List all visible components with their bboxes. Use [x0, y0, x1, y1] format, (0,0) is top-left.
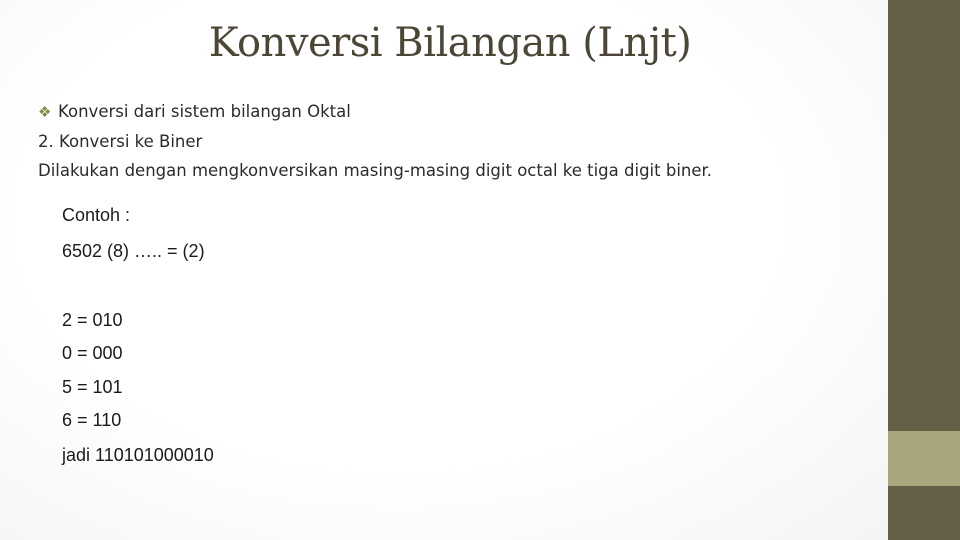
bullet-line: [38, 97, 878, 127]
slide-title: Konversi Bilangan (Lnjt): [208, 20, 692, 66]
example-step: 5 = 101: [62, 377, 123, 397]
bullet-text: Konversi dari sistem bilangan Oktal: [58, 102, 351, 121]
example-step: 6 = 110: [62, 410, 122, 430]
diamond-bullet-icon: ❖: [38, 103, 52, 121]
example-label: Contoh :: [62, 205, 131, 225]
example-step: 0 = 000: [62, 343, 123, 363]
sidebar-accent-band: [888, 431, 960, 486]
example-step: 2 = 010: [62, 310, 123, 330]
example-result: jadi 110101000010: [62, 445, 214, 465]
subheading: 2. Konversi ke Biner: [38, 132, 203, 151]
description: Dilakukan dengan mengkonversikan masing-masing digit octal ke tiga digit biner.: [38, 161, 713, 180]
example-problem: 6502 (8) ….. = (2): [62, 241, 205, 261]
slide-body: [38, 97, 878, 185]
